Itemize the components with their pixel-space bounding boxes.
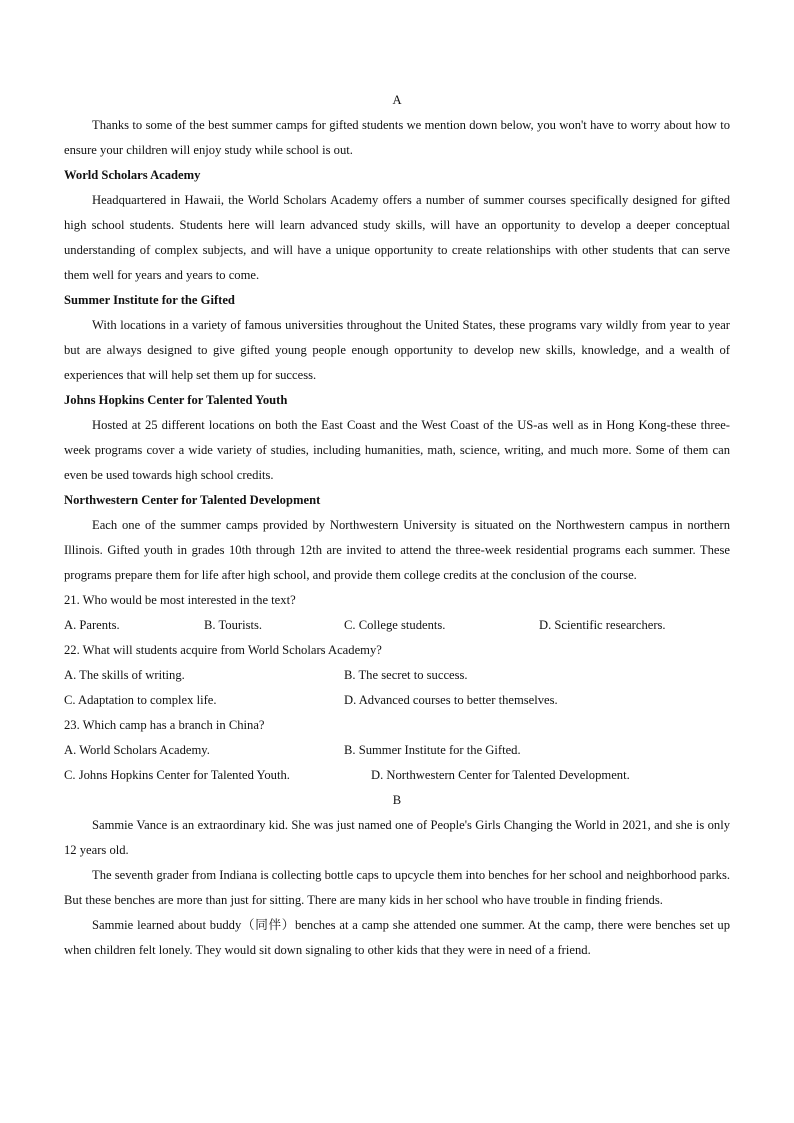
question-23-options-row-1 bbox=[64, 738, 730, 763]
option-b: B. Summer Institute for the Gifted. bbox=[344, 743, 521, 757]
section-heading: Summer Institute for the Gifted bbox=[64, 293, 235, 307]
document-page bbox=[64, 88, 730, 963]
section-body: With locations in a variety of famous universities throughout the United States, these programs vary wildly from year to year but are always designed to give gifted young people enough opportunity to develop new skills, knowledge, and a wealth of experiences that will help set them up for success. bbox=[64, 318, 730, 382]
passage-b-label: B bbox=[392, 793, 402, 807]
option-c: C. Johns Hopkins Center for Talented Youth. bbox=[64, 768, 290, 782]
question-21-options bbox=[64, 613, 730, 638]
option-c: C. College students. bbox=[344, 618, 446, 632]
option-d: D. Advanced courses to better themselves. bbox=[344, 693, 558, 707]
section-heading: World Scholars Academy bbox=[64, 168, 201, 182]
passage-a-label: A bbox=[392, 93, 402, 107]
passage-b-paragraph: Sammie Vance is an extraordinary kid. She was just named one of People's Girls Changing the World in 2021, and she is only 12 years old. bbox=[64, 818, 730, 857]
option-a: A. Parents. bbox=[64, 618, 120, 632]
passage-b-paragraph: Sammie learned about buddy（同伴）benches at a camp she attended one summer. At the camp, there were benches set up when children felt lonely. They would sit down signaling to other kids that they were in need of a friend. bbox=[64, 918, 730, 957]
section-body: Hosted at 25 different locations on both the East Coast and the West Coast of the US-as well as in Hong Kong-these three-week programs cover a wide variety of studies, including humanities, math, science, writing, and much more. Some of them can even be used towards high school credits. bbox=[64, 418, 730, 482]
passage-a-intro: Thanks to some of the best summer camps for gifted students we mention down below, you won't have to worry about how to ensure your children will enjoy study while school is out. bbox=[64, 118, 730, 157]
option-b: B. The secret to success. bbox=[344, 668, 468, 682]
question-22-options-row-2 bbox=[64, 688, 730, 713]
option-a: A. World Scholars Academy. bbox=[64, 743, 210, 757]
question-23-options-row-2 bbox=[64, 763, 730, 788]
section-body: Each one of the summer camps provided by Northwestern University is situated on the Northwestern campus in northern Illinois. Gifted youth in grades 10th through 12th are invited to attend the three-week residential programs each summer. These programs prepare them for life after high school, and provide them college credits at the conclusion of the course. bbox=[64, 518, 730, 582]
question-21-stem: 21. Who would be most interested in the text? bbox=[64, 593, 296, 607]
question-23-stem: 23. Which camp has a branch in China? bbox=[64, 718, 265, 732]
section-heading: Johns Hopkins Center for Talented Youth bbox=[64, 393, 288, 407]
question-22-stem: 22. What will students acquire from World Scholars Academy? bbox=[64, 643, 382, 657]
option-d: D. Northwestern Center for Talented Development. bbox=[371, 768, 630, 782]
question-22-options-row-1 bbox=[64, 663, 730, 688]
option-d: D. Scientific researchers. bbox=[539, 618, 666, 632]
option-b: B. Tourists. bbox=[204, 618, 263, 632]
option-c: C. Adaptation to complex life. bbox=[64, 693, 217, 707]
section-body: Headquartered in Hawaii, the World Scholars Academy offers a number of summer courses specifically designed for gifted high school students. Students here will learn advanced study skills, will have an opportunity to develop a deeper conceptual understanding of complex subjects, and will have a unique opportunity to create relationships with other students that can serve them well for years and years to come. bbox=[64, 193, 730, 282]
passage-b-paragraph: The seventh grader from Indiana is collecting bottle caps to upcycle them into benches for her school and neighborhood parks. But these benches are more than just for sitting. There are many kids in her school who have trouble in finding friends. bbox=[64, 868, 730, 907]
section-heading: Northwestern Center for Talented Development bbox=[64, 493, 321, 507]
option-a: A. The skills of writing. bbox=[64, 668, 185, 682]
